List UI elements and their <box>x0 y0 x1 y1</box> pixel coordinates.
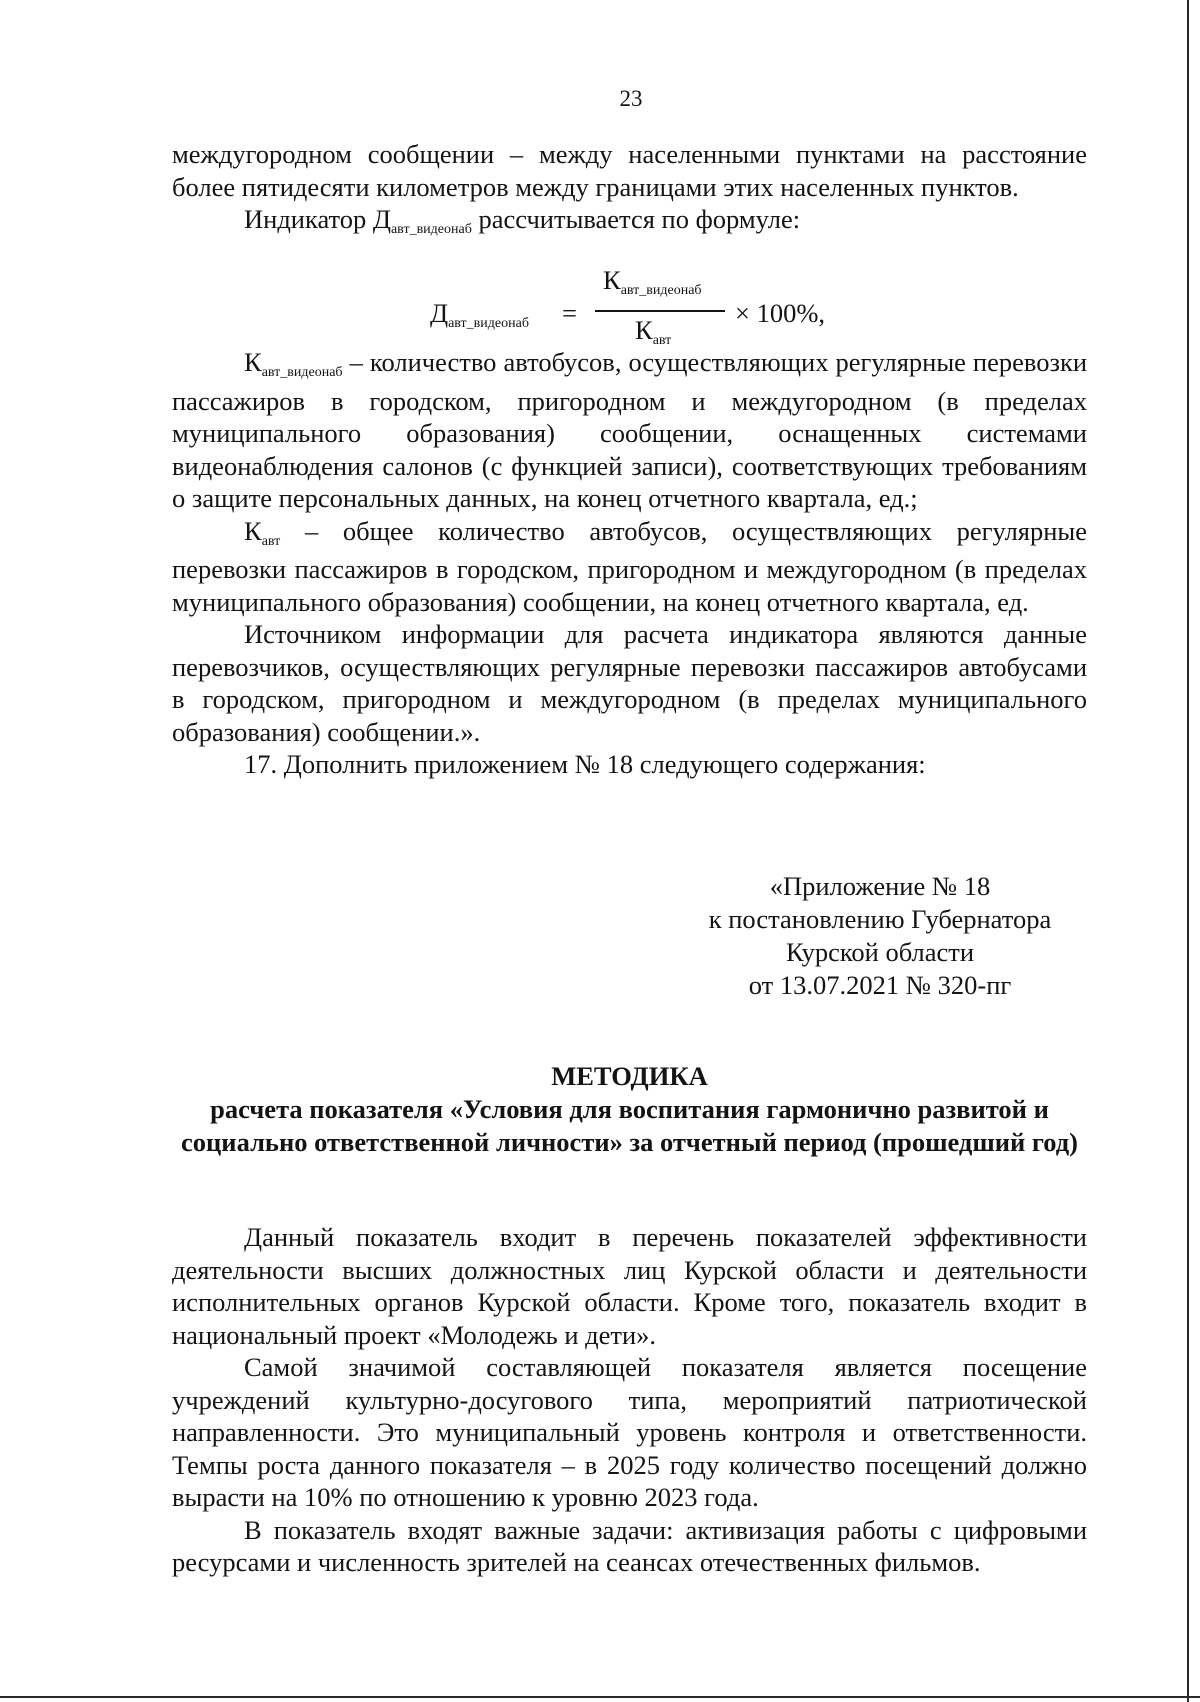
definition-k-video <box>172 346 1087 515</box>
methodology-heading <box>172 1060 1087 1159</box>
definitions-block <box>172 346 1087 781</box>
formula-lhs <box>430 298 529 329</box>
k-video-text: – количество автобусов, осуществляющих регулярные перевозки пассажиров в городском, пригородном и междугородном (в пределах муниципального образования) сообщении, оснащенных системами видеонаблюдения салонов (с функцией записи), соответствующих требованиям о защите персональных данных, на конец отчетного квартала, ед.; <box>172 347 1087 513</box>
item-17-paragraph: 17. Дополнить приложением № 18 следующего содержания: <box>244 749 926 779</box>
formula-multiplier: × 100%, <box>735 298 826 328</box>
formula-denominator <box>635 315 671 346</box>
definition-k-avt <box>172 515 1087 619</box>
appendix-line-4: от 13.07.2021 № 320-пг <box>748 970 1012 1000</box>
formula-numerator-symbol: К <box>603 265 621 295</box>
indicator-suffix: рассчитывается по формуле: <box>471 204 801 234</box>
indicator-subscript: авт_видеонаб <box>390 222 472 237</box>
source-paragraph: Источником информации для расчета индикатора являются данные перевозчиков, осуществляющих регулярные перевозки пассажиров автобусами в городском, пригородном и междугородном (в пределах муниципального образования) сообщении.». <box>172 619 1087 747</box>
appendix-line-1: «Приложение № 18 <box>769 871 991 901</box>
formula-numerator-subscript: авт_видеонаб <box>620 283 702 298</box>
k-avt-text: – общее количество автобусов, осуществляющих регулярные перевозки пассажиров в городском, пригородном и междугородном (в пределах муниципального образования) сообщении, на конец отчетного квартала, ед. <box>172 515 1087 617</box>
scan-border-bottom <box>0 1696 1200 1698</box>
formula-lhs-subscript: авт_видеонаб <box>448 316 529 331</box>
methodology-body <box>172 1221 1087 1579</box>
indicator-prefix: Индикатор Д <box>244 204 391 234</box>
fraction-bar <box>595 310 725 312</box>
body-paragraph-2: Самой значимой составляющей показателя является посещение учреждений культурно-досугового типа, мероприятий патриотической направленности. Это муниципальный уровень контроля и ответственности. Темпы роста данного показателя – в 2025 году количество посещений должно вырасти на 10% по отношению к уровню 2023 года. <box>172 1352 1087 1512</box>
body-paragraph-1: Данный показатель входит в перечень показателей эффективности деятельности высших должностных лиц Курской области и деятельности исполнительных органов Курской области. Кроме того, показатель входит в национальный проект «Молодежь и дети». <box>172 1222 1087 1350</box>
formula-denominator-symbol: К <box>635 315 653 345</box>
page-number: 23 <box>619 86 643 111</box>
heading-title: МЕТОДИКА <box>551 1061 708 1091</box>
scan-border-right <box>1187 0 1189 1702</box>
formula-equals: = <box>562 298 577 328</box>
intro-paragraph: междугородном сообщении – между населенными пунктами на расстояние более пятидесяти километров между границами этих населенных пунктов. <box>172 139 1087 202</box>
k-avt-subscript: авт <box>261 533 281 549</box>
appendix-reference <box>690 870 1070 1002</box>
k-avt-symbol: К <box>244 515 262 546</box>
k-video-subscript: авт_видеонаб <box>261 365 343 380</box>
heading-subtitle: расчета показателя «Условия для воспитания гармонично развитой и социально ответственной личности» за отчетный период (прошедший год) <box>181 1094 1078 1157</box>
indicator-paragraph <box>172 203 1087 242</box>
appendix-line-2: к постановлению Губернатора <box>708 904 1052 934</box>
formula-numerator <box>603 265 702 296</box>
appendix-line-3: Курской области <box>785 937 975 967</box>
formula-denominator-subscript: авт <box>652 333 672 348</box>
formula-lhs-symbol: Д <box>430 298 449 328</box>
intro-block <box>172 138 1087 242</box>
k-video-symbol: К <box>244 347 262 377</box>
body-paragraph-3: В показатель входят важные задачи: активизация работы с цифровыми ресурсами и численность зрителей на сеансах отечественных фильмов. <box>172 1514 1087 1577</box>
